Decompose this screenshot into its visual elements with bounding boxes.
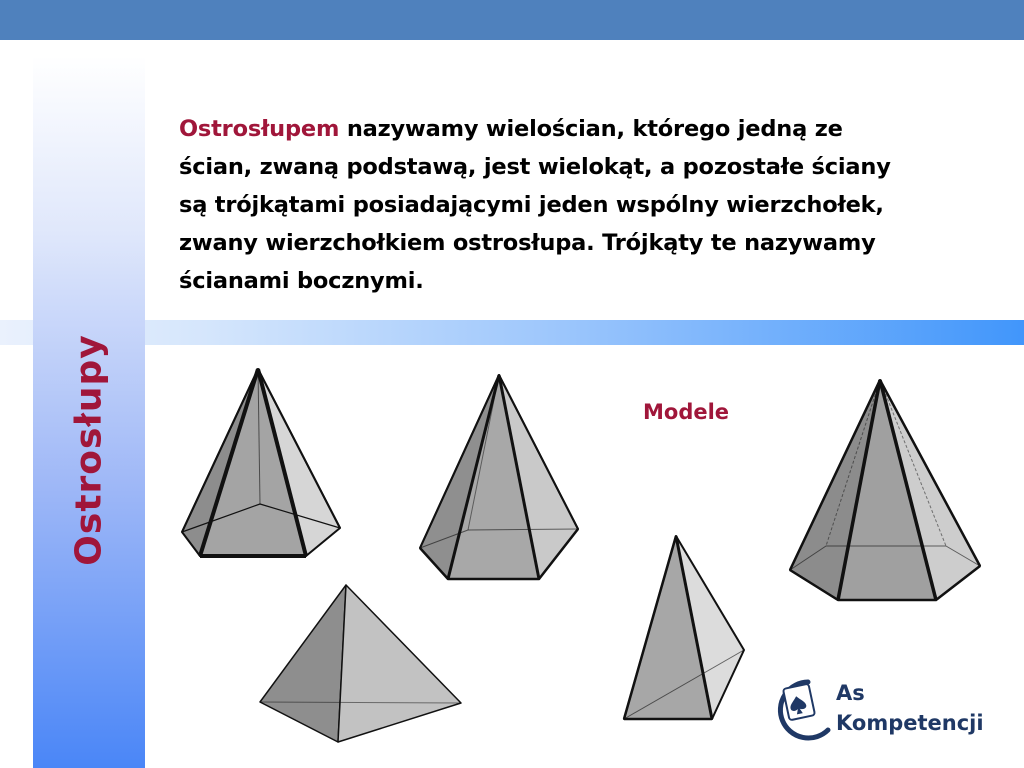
- pentagonal-pyramid-model-2: [420, 375, 578, 579]
- pentagonal-pyramid-model: [182, 369, 340, 556]
- logo-line-1: As: [836, 681, 865, 705]
- definition-term: Ostrosłupem: [179, 116, 340, 142]
- models-label: Modele: [643, 400, 730, 424]
- square-pyramid-model: [260, 585, 461, 742]
- definition-text: nazywamy wielościan, którego jedną ze ścian, zwaną podstawą, jest wielokąt, a pozostałe ściany są trójkątami posiadającymi jeden wspólny wierzchołek, zwany wierzchołkiem ostrosłupa. Trójkąty te nazywamy ścianami bocznymi.: [179, 116, 891, 294]
- triangular-pyramid-model: [624, 536, 744, 719]
- logo-line-2: Kompetencji: [836, 711, 984, 735]
- hexagonal-pyramid-model: [790, 380, 980, 600]
- side-title: Ostrosłupy: [68, 334, 110, 566]
- logo-text: [836, 678, 984, 738]
